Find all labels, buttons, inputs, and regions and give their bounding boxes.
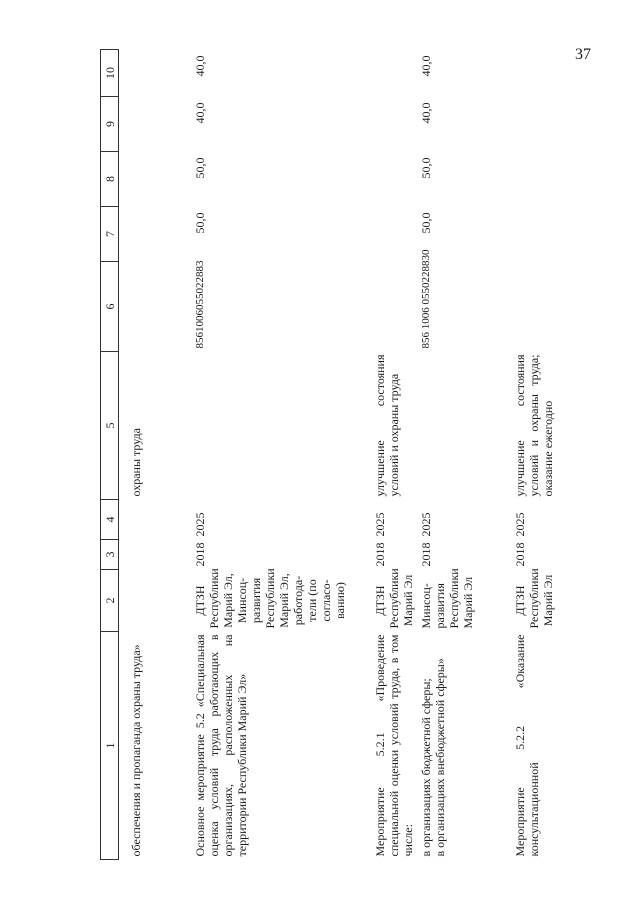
end-year-cell — [119, 500, 191, 540]
measure-name-cell: Мероприятие 5.2.2 «Оказание консультационной — [512, 634, 541, 857]
budget-code-cell: 8561006055022883 — [193, 260, 206, 349]
column-header: 8 — [101, 152, 119, 207]
column-header: 4 — [101, 500, 119, 540]
budget-code-cell — [119, 262, 191, 352]
column-header: 2 — [101, 570, 119, 632]
value-2019-cell: 50,0 — [418, 157, 433, 179]
value-2021-cell: 40,0 — [192, 55, 207, 77]
column-header: 5 — [101, 352, 119, 500]
start-year-cell: 2018 — [418, 542, 433, 567]
start-year-cell — [119, 540, 191, 570]
column-header: 9 — [101, 97, 119, 152]
executor-cell: Минсоц-развития Республики Марий Эл — [418, 568, 475, 629]
value-2021-cell — [119, 50, 191, 97]
measure-name-cell: Основное мероприятие 5.2 «Специальная оценка условий труда работающих в организациях, расположенных на территории Республики Марий Эл» — [192, 634, 249, 857]
value-2018-cell — [511, 207, 571, 262]
value-2018-cell: 50,0 — [192, 212, 207, 234]
table-row — [511, 50, 571, 860]
value-2020-cell: 40,0 — [418, 102, 433, 124]
table-row — [417, 50, 511, 860]
column-header: 3 — [101, 540, 119, 570]
table-header — [101, 50, 119, 860]
end-year-cell: 2025 — [192, 512, 207, 537]
result-cell — [191, 352, 371, 500]
result-cell: охраны труда — [129, 428, 143, 497]
budget-code-cell — [511, 262, 571, 352]
start-year-cell: 2018 — [192, 542, 207, 567]
executor-cell: ДТЗН Республики Марий Эл — [512, 568, 555, 629]
table-row — [191, 50, 371, 860]
budget-code-cell: 856 1006 0550228830 — [419, 249, 432, 349]
nonbudget-sphere-line: в организациях внебюджетной сферы» — [432, 658, 447, 857]
start-year-cell: 2018 — [372, 542, 387, 567]
value-2021-cell — [371, 50, 417, 97]
measure-name-cell: Мероприятие 5.2.1 «Проведение специальной оценки условий труда, в том числе: — [372, 634, 415, 857]
value-2019-cell — [119, 152, 191, 207]
table-row — [371, 50, 417, 860]
value-2019-cell: 50,0 — [192, 157, 207, 179]
end-year-cell: 2025 — [512, 512, 527, 537]
start-year-cell: 2018 — [512, 542, 527, 567]
executor-cell — [119, 570, 191, 632]
value-2020-cell — [511, 97, 571, 152]
measure-name-cell — [417, 632, 511, 860]
value-2018-cell: 50,0 — [418, 212, 433, 234]
value-2018-cell — [371, 207, 417, 262]
result-cell — [417, 352, 511, 500]
column-header: 6 — [101, 262, 119, 352]
end-year-cell: 2025 — [418, 512, 433, 537]
value-2018-cell — [119, 207, 191, 262]
measure-name-cell: обеспечения и пропаганда охраны труда» — [129, 644, 143, 857]
value-2020-cell — [119, 97, 191, 152]
result-cell: улучшение состояния условий и охраны труда — [372, 354, 401, 497]
table-row — [119, 50, 191, 860]
program-table — [100, 49, 571, 860]
value-2021-cell — [511, 50, 571, 97]
value-2019-cell — [371, 152, 417, 207]
column-header: 10 — [101, 50, 119, 97]
executor-cell: ДТЗН Республики Марий Эл, Минсоц-развития Республики Марий Эл, работода-тели (по согласо-ванию) — [192, 568, 347, 629]
page-number: 37 — [575, 46, 591, 63]
executor-cell: ДТЗН Республики Марий Эл — [372, 568, 415, 629]
end-year-cell: 2025 — [372, 512, 387, 537]
value-2020-cell — [371, 97, 417, 152]
budget-code-cell — [371, 262, 417, 352]
result-cell: улучшение состояния условий и охраны труда; оказание ежегодно — [512, 354, 555, 497]
value-2021-cell: 40,0 — [418, 55, 433, 77]
column-header: 1 — [101, 632, 119, 860]
column-header: 7 — [101, 207, 119, 262]
value-2020-cell: 40,0 — [192, 102, 207, 124]
rotated-table-container — [100, 50, 627, 860]
budget-sphere-line: в организациях бюджетной сферы; — [418, 678, 433, 857]
value-2019-cell — [511, 152, 571, 207]
